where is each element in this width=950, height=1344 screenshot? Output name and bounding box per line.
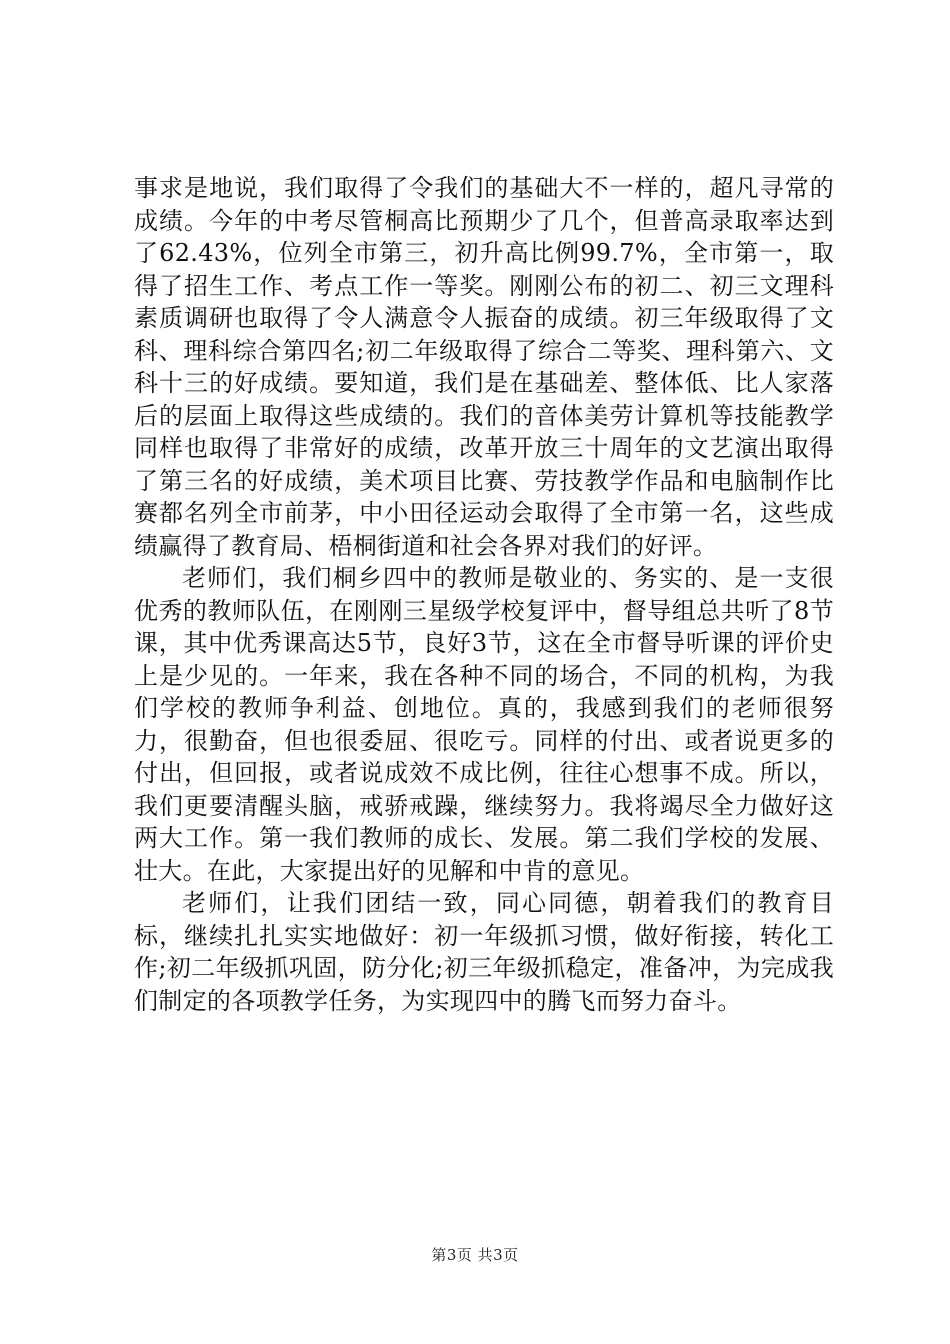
paragraph-closing: 老师们，让我们团结一致，同心同德，朝着我们的教育目标，继续扎扎实实地做好：初一年级抓习惯，做好衔接，转化工作;初二年级抓巩固，防分化;初三年级抓稳定，准备冲，为完成我们制定的各项教学任务，为实现四中的腾飞而努力奋斗。 [134, 889, 834, 1015]
paragraph-teachers: 老师们，我们桐乡四中的教师是敬业的、务实的、是一支很优秀的教师队伍，在刚刚三星级学校复评中，督导组总共听了8节课，其中优秀课高达5节，良好3节，这在全市督导听课的评价史上是少见的。一年来，我在各种不同的场合，不同的机构，为我们学校的教师争利益、创地位。真的，我感到我们的老师很努力，很勤奋，但也很委屈、很吃亏。同样的付出、或者说更多的付出，但回报，或者说成效不成比例，往往心想事不成。所以，我们更要清醒头脑，戒骄戒躁，继续努力。我将竭尽全力做好这两大工作。第一我们教师的成长、发展。第二我们学校的发展、壮大。在此，大家提出好的见解和中肯的意见。 [134, 564, 834, 885]
document-body [134, 172, 834, 1017]
paragraph-continuation: 事求是地说，我们取得了令我们的基础大不一样的，超凡寻常的成绩。今年的中考尽管桐高比预期少了几个，但普高录取率达到了62.43%，位列全市第三，初升高比例99.7%，全市第一，取得了招生工作、考点工作一等奖。刚刚公布的初二、初三文理科素质调研也取得了令人满意令人振奋的成绩。初三年级取得了文科、理科综合第四名;初二年级取得了综合二等奖、理科第六、文科十三的好成绩。要知道，我们是在基础差、整体低、比人家落后的层面上取得这些成绩的。我们的音体美劳计算机等技能教学同样也取得了非常好的成绩，改革开放三十周年的文艺演出取得了第三名的好成绩，美术项目比赛、劳技教学作品和电脑制作比赛都名列全市前茅，中小田径运动会取得了全市第一名，这些成绩赢得了教育局、梧桐街道和社会各界对我们的好评。 [134, 174, 834, 560]
page-footer: 第3页 共3页 [431, 1246, 519, 1264]
